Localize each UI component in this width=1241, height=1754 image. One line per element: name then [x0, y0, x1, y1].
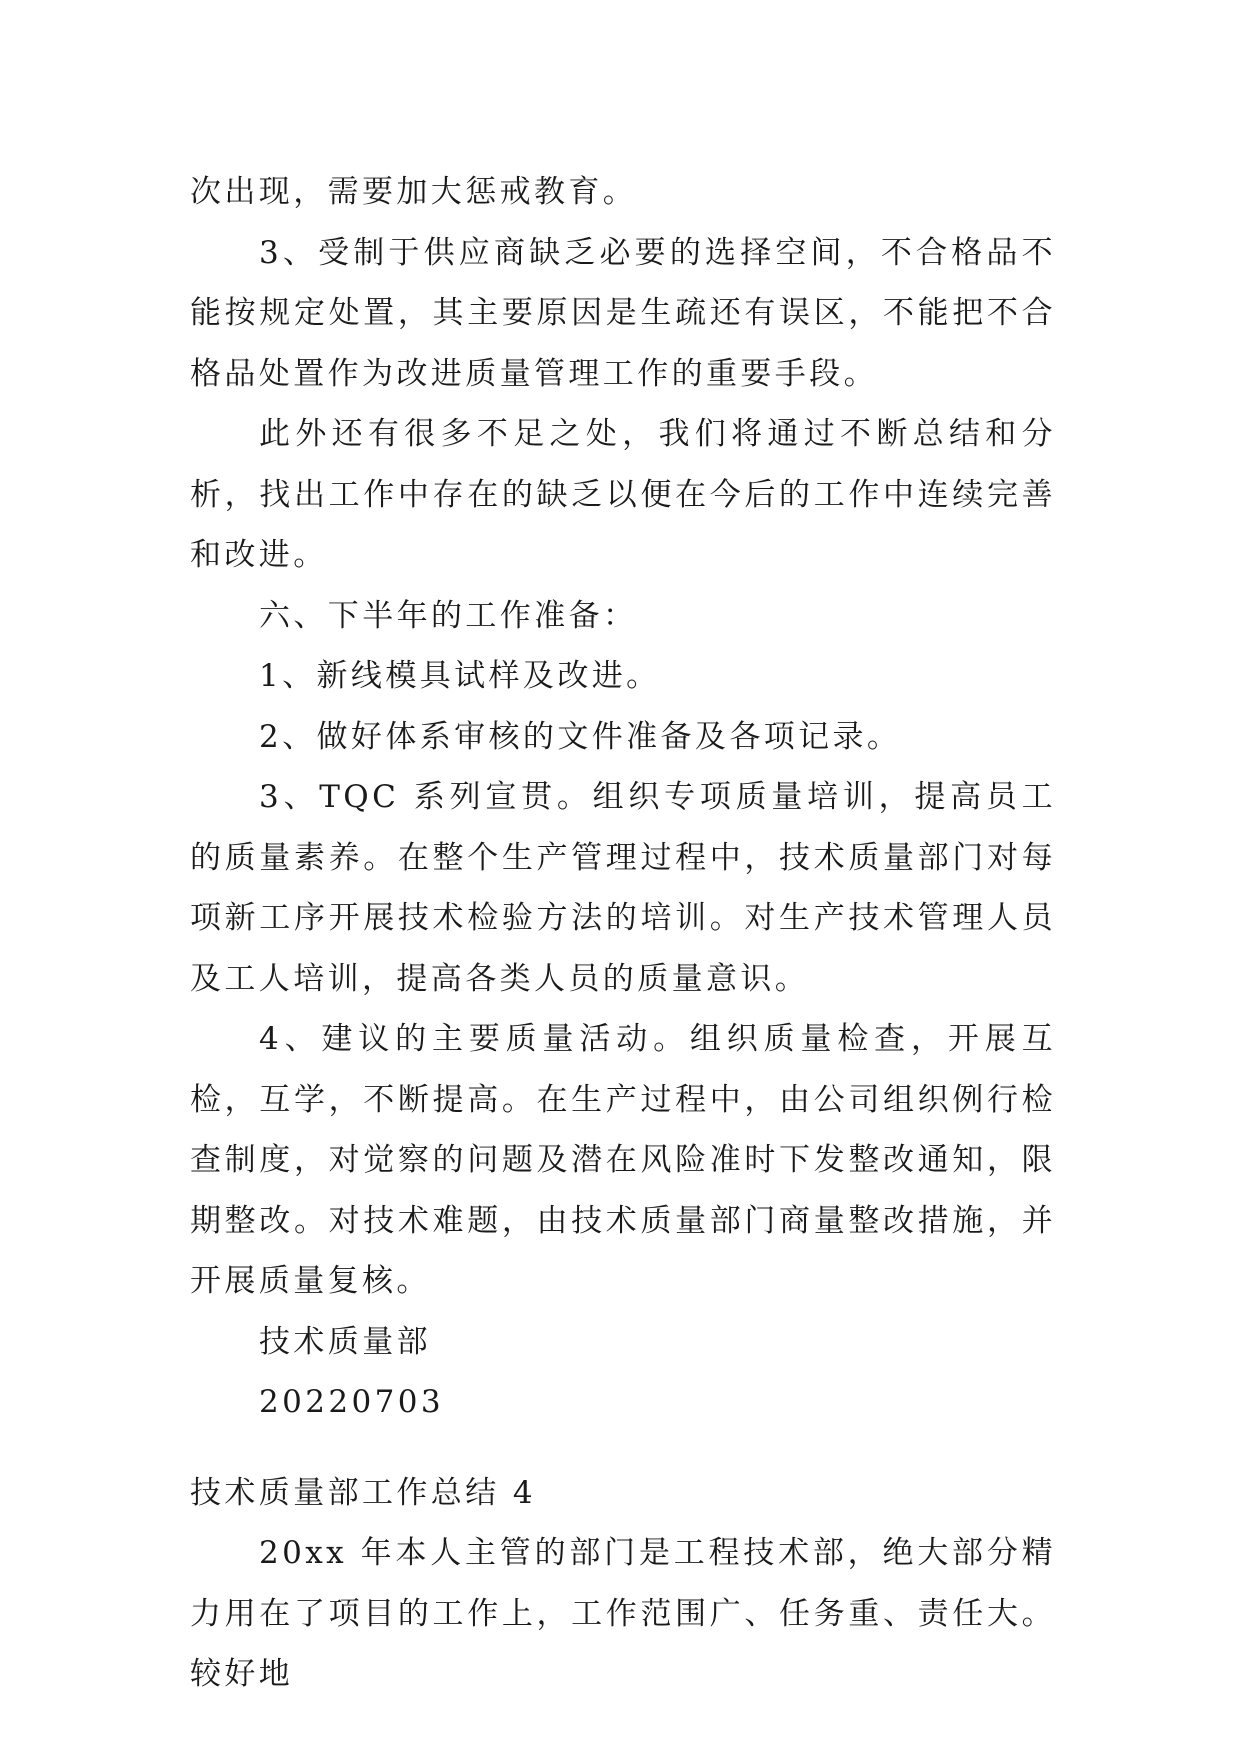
document-body	[190, 162, 1056, 1705]
paragraph-shortcomings: 此外还有很多不足之处，我们将通过不断总结和分析，找出工作中存在的缺乏以便在今后的工作中连续完善和改进。	[190, 416, 1056, 573]
paragraph-item-3-supplier: 3、受制于供应商缺乏必要的选择空间，不合格品不能按规定处置，其主要原因是生疏还有误区，不能把不合格品处置作为改进质量管理工作的重要手段。	[190, 234, 1056, 392]
section-spacer	[190, 1433, 1056, 1463]
signature-date: 20220703	[259, 1384, 444, 1420]
section-title: 技术质量部工作总结 4	[190, 1474, 536, 1511]
paragraph-summary-intro: 20xx 年本人主管的部门是工程技术部，绝大部分精力用在了项目的工作上，工作范围广、任务重、责任大。较好地	[190, 1535, 1056, 1692]
signature-department: 技术质量部	[259, 1323, 431, 1360]
section-heading-six: 六、下半年的工作准备：	[259, 597, 638, 634]
list-item-3: 3、TQC 系列宣贯。组织专项质量培训，提高员工的质量素养。在整个生产管理过程中，技术质量部门对每项新工序开展技术检验方法的培训。对生产技术管理人员及工人培训，提高各类人员的质量意识。	[190, 779, 1056, 997]
paragraph-continuation: 次出现，需要加大惩戒教育。	[190, 174, 638, 210]
list-item-4: 4、建议的主要质量活动。组织质量检查，开展互检，互学，不断提高。在生产过程中，由公司组织例行检查制度，对觉察的问题及潜在风险准时下发整改通知，限期整改。对技术难题，由技术质量部门商量整改措施，并开展质量复核。	[190, 1021, 1056, 1299]
list-item-2: 2、做好体系审核的文件准备及各项记录。	[259, 718, 902, 755]
list-item-1: 1、新线模具试样及改进。	[259, 658, 661, 694]
